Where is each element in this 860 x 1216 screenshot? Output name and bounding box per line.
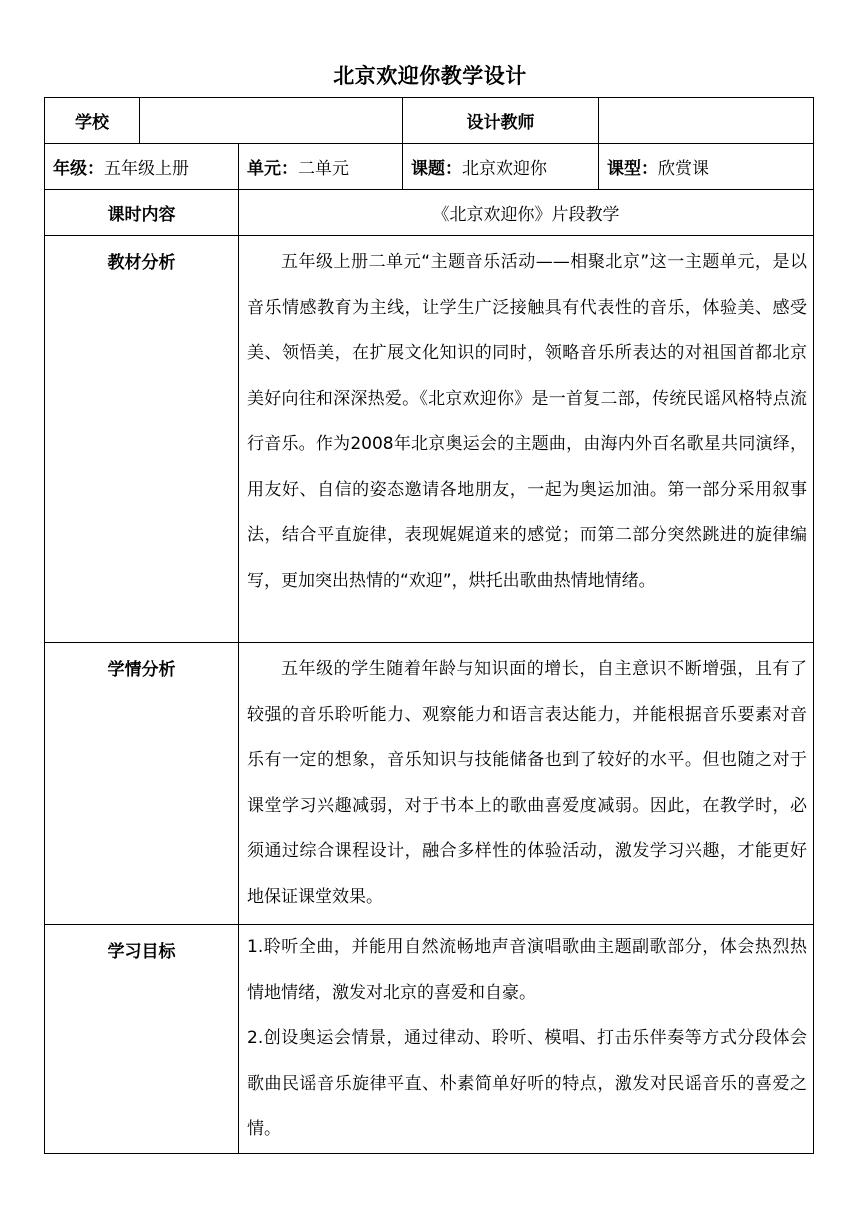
row-meta: [45, 144, 814, 190]
school-label: 学校: [45, 98, 140, 144]
grade-value: 五年级上册: [104, 159, 189, 179]
material-text: 五年级上册二单元“主题音乐活动——相聚北京”这一主题单元，是以音乐情感教育为主线，让学生广泛接触具有代表性的音乐，体验美、感受美、领悟美，在扩展文化知识的同时，领略音乐所表达的对祖国首都北京美好向往和深深热爱。《北京欢迎你》是一首复二部，传统民谣风格特点流行音乐。作为2008年北京奥运会的主题曲，由海内外百名歌星共同演绎，用友好、自信的姿态邀请各地朋友，一起为奥运加油。第一部分采用叙事法，结合平直旋律，表现娓娓道来的感觉；而第二部分突然跳进的旋律编写，更加突出热情的“欢迎”，烘托出歌曲热情地情绪。: [247, 252, 807, 591]
goals-label: 学习目标: [45, 925, 239, 1154]
grade-label: 年级：: [53, 159, 104, 179]
row-content: [45, 190, 814, 236]
unit-cell: [239, 144, 403, 190]
grade-cell: [45, 144, 239, 190]
lesson-plan-table: [44, 97, 814, 1154]
row-students: [45, 643, 814, 925]
row-goals: [45, 925, 814, 1154]
topic-value: 北京欢迎你: [462, 159, 547, 179]
students-text: 五年级的学生随着年龄与知识面的增长，自主意识不断增强，且有了较强的音乐聆听能力、观察能力和语言表达能力，并能根据音乐要素对音乐有一定的想象，音乐知识与技能储备也到了较好的水平。但也随之对于课堂学习兴趣减弱，对于书本上的歌曲喜爱度减弱。因此，在教学时，必须通过综合课程设计，融合多样性的体验活动，激发学习兴趣，才能更好地保证课堂效果。: [247, 659, 807, 907]
row-school: [45, 98, 814, 144]
row-material: [45, 236, 814, 643]
content-label: 课时内容: [45, 190, 239, 236]
type-label: 课型：: [607, 159, 658, 179]
document-title: 北京欢迎你教学设计: [333, 64, 527, 88]
unit-label: 单元：: [247, 159, 298, 179]
type-cell: [599, 144, 814, 190]
goal-item-1: 1.聆听全曲，并能用自然流畅地声音演唱歌曲主题副歌部分，体会热烈热情地情绪，激发对北京的喜爱和自豪。: [247, 937, 807, 1003]
teacher-value: [599, 98, 814, 144]
school-value: [140, 98, 403, 144]
goal-item-2: 2.创设奥运会情景，通过律动、聆听、模唱、打击乐伴奏等方式分段体会歌曲民谣音乐旋律平直、朴素简单好听的特点，激发对民谣音乐的喜爱之情。: [247, 1028, 807, 1139]
type-value: 欣赏课: [658, 159, 709, 179]
content-value: 《北京欢迎你》片段教学: [239, 190, 814, 236]
unit-value: 二单元: [298, 159, 349, 179]
topic-cell: [403, 144, 599, 190]
material-label: 教材分析: [45, 236, 239, 643]
students-label: 学情分析: [45, 643, 239, 925]
topic-label: 课题：: [411, 159, 462, 179]
teacher-label: 设计教师: [403, 98, 599, 144]
